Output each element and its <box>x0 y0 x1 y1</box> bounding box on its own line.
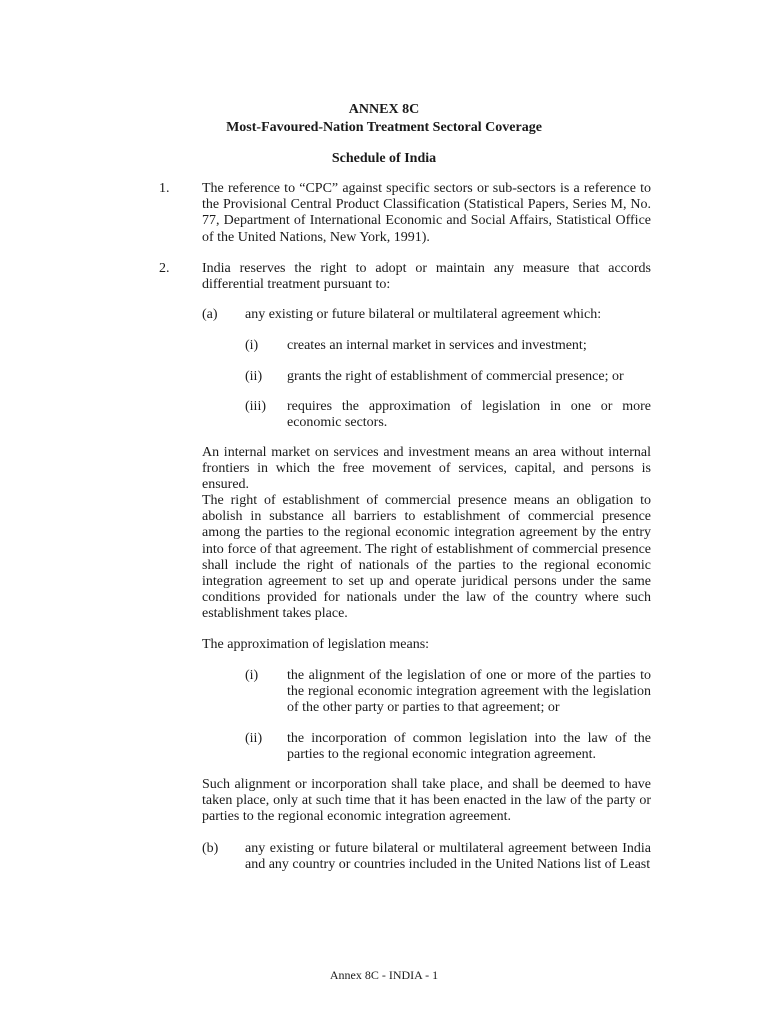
item-a-iii-text: requires the approximation of legislation in one or more economic sectors. <box>287 399 651 431</box>
item-b-text: any existing or future bilateral or multilateral agreement between India and any country or countries included in the United Nations list of Least <box>245 841 651 873</box>
paragraph-2-text: India reserves the right to adopt or maintain any measure that accords differential treatment pursuant to: <box>202 261 651 293</box>
item-a-ii-marker: (ii) <box>245 369 263 384</box>
item-a-ii-text: grants the right of establishment of commercial presence; or <box>287 369 624 384</box>
approx-ii-text: the incorporation of common legislation into the law of the parties to the regional economic integration agreement. <box>287 731 651 763</box>
paragraph-2-number: 2. <box>159 261 170 276</box>
document-subtitle: Most-Favoured-Nation Treatment Sectoral Coverage <box>226 120 542 135</box>
approx-i-text: the alignment of the legislation of one or more of the parties to the regional economic integration agreement with the legislation of the other party or parties to that agreement; or <box>287 668 651 716</box>
item-a-marker: (a) <box>202 307 218 322</box>
item-a-text: any existing or future bilateral or multilateral agreement which: <box>245 307 602 322</box>
approximation-intro: The approximation of legislation means: <box>202 637 430 652</box>
schedule-title: Schedule of India <box>331 151 437 166</box>
paragraph-1-number: 1. <box>159 181 170 196</box>
item-b-marker: (b) <box>202 841 219 856</box>
approx-i-marker: (i) <box>245 668 259 683</box>
item-a-i-text: creates an internal market in services and investment; <box>287 338 587 353</box>
alignment-note: Such alignment or incorporation shall take place, and shall be deemed to have taken place, only at such time that it has been enacted in the law of the party or parties to the regional economic integration agreement. <box>202 777 651 825</box>
item-a-i-marker: (i) <box>245 338 259 353</box>
annex-title: ANNEX 8C <box>348 102 420 117</box>
paragraph-1-text: The reference to “CPC” against specific sectors or sub-sectors is a reference to the Provisional Central Product Classification (Statistical Papers, Series M, No. 77, Department of International Economic and Social Affairs, Statistical Office of the United Nations, New York, 1991). <box>202 181 651 245</box>
internal-market-definition: An internal market on services and investment means an area without internal frontiers in which the free movement of services, capital, and persons is ensured. <box>202 445 651 493</box>
item-a-iii-marker: (iii) <box>245 399 266 414</box>
page-footer: Annex 8C - INDIA - 1 <box>329 968 439 982</box>
approx-ii-marker: (ii) <box>245 731 263 746</box>
establishment-definition: The right of establishment of commercial presence means an obligation to abolish in substance all barriers to establishment of commercial presence among the parties to the regional economic integration agreement by the entry into force of that agreement. The right of establishment of commercial presence shall include the right of nationals of the parties to the regional economic integration agreement to set up and operate juridical persons under the same conditions provided for nationals under the law of the country where such establishment takes place. <box>202 493 651 622</box>
